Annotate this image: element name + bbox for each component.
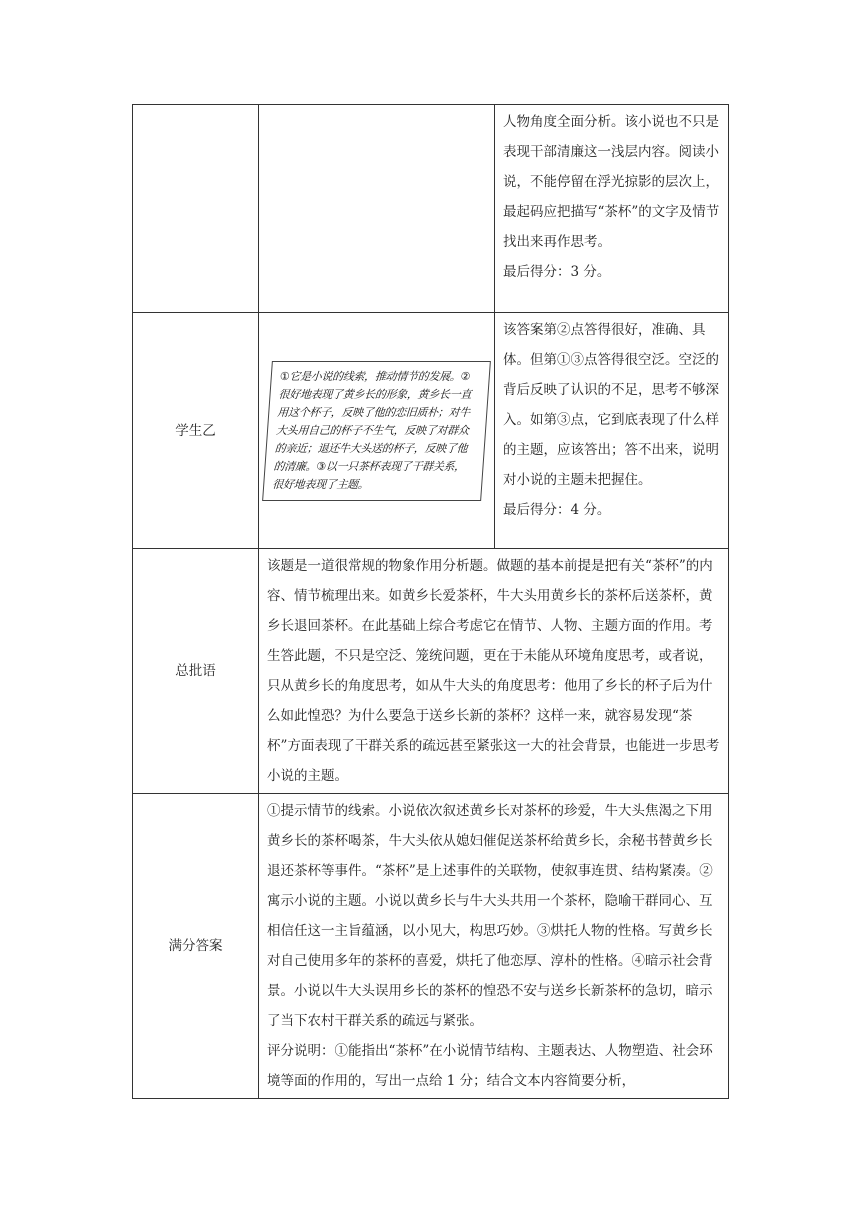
handwritten-answer: ①它是小说的线索，推动情节的发展。②很好地表现了黄乡长的形象，黄乡长一直用这个杯子，反映了他的恋旧质朴；对牛大头用自己的杯子不生气，反映了对群众的亲近；退还牛大头送的杯子，反映了他的清廉。③以一只茶杯表现了干群关系，很好地表现了主题。 xyxy=(262,361,491,501)
table-row xyxy=(133,313,729,549)
scoring-note: 评分说明：①能指出“茶杯”在小说情节结构、主题表达、人物塑造、社会环境等面的作用的，写出一点给 1 分；结合文本内容简要分析， xyxy=(267,1043,713,1089)
table-row xyxy=(133,549,729,794)
summary-label: 总批语 xyxy=(133,549,259,794)
comment-text: 人物角度全面分析。该小说也不只是表现干部清廉这一浅层内容。阅读小说，不能停留在浮光掠影的层次上，最起码应把描写“茶杯”的文字及情节找出来再作思考。 xyxy=(503,114,720,250)
student-answer-cell xyxy=(259,313,495,549)
student-answer-cell xyxy=(259,105,495,313)
comment-text: 该答案第②点答得很好，准确、具体。但第①③点答得很空泛。空泛的背后反映了认识的不足，思考不够深入。如第③点，它到底表现了什么样的主题，应该答出；答不出来，说明对小说的主题未把握住。 xyxy=(503,322,719,488)
full-answer-text: ①提示情节的线索。小说依次叙述黄乡长对茶杯的珍爱，牛大头焦渴之下用黄乡长的茶杯喝茶，牛大头依从媳妇催促送茶杯给黄乡长，余秘书替黄乡长退还茶杯等事件。“茶杯”是上述事件的关联物，使叙事连贯、结构紧凑。②寓示小说的主题。小说以黄乡长与牛大头共用一个茶杯，隐喻干群同心、互相信任这一主旨蕴涵，以小见大，构思巧妙。③烘托人物的性格。写黄乡长对自己使用多年的茶杯的喜爱，烘托了他恋厚、淳朴的性格。④暗示社会背景。小说以牛大头误用乡长的茶杯的惶恐不安与送乡长新茶杯的急切，暗示了当下农村干群关系的疏远与紧张。 xyxy=(267,803,713,1029)
table-row xyxy=(133,794,729,1099)
full-answer-label: 满分答案 xyxy=(133,794,259,1099)
row-label-student-b: 学生乙 xyxy=(133,313,259,549)
grading-table xyxy=(132,104,729,1099)
score-text: 最后得分：3 分。 xyxy=(503,264,611,280)
teacher-comment-cell xyxy=(495,313,729,549)
summary-text: 该题是一道很常规的物象作用分析题。做题的基本前提是把有关“茶杯”的内容、情节梳理出来。如黄乡长爱茶杯，牛大头用黄乡长的茶杯后送茶杯，黄乡长退回茶杯。在此基础上综合考虑它在情节、人物、主题方面的作用。考生答此题，不只是空泛、笼统问题，更在于未能从环境角度思考，或者说，只从黄乡长的角度思考，如从牛大头的角度思考：他用了乡长的杯子后为什么如此惶恐？为什么要急于送乡长新的茶杯？这样一来，就容易发现“茶杯”方面表现了干群关系的疏远甚至紧张这一大的社会背景，也能进一步思考小说的主题。 xyxy=(267,558,720,784)
score-text: 最后得分：4 分。 xyxy=(503,502,611,518)
teacher-comment-cell xyxy=(495,105,729,313)
full-answer-cell xyxy=(259,794,729,1099)
table-row xyxy=(133,105,729,313)
summary-cell xyxy=(259,549,729,794)
row-label xyxy=(133,105,259,313)
